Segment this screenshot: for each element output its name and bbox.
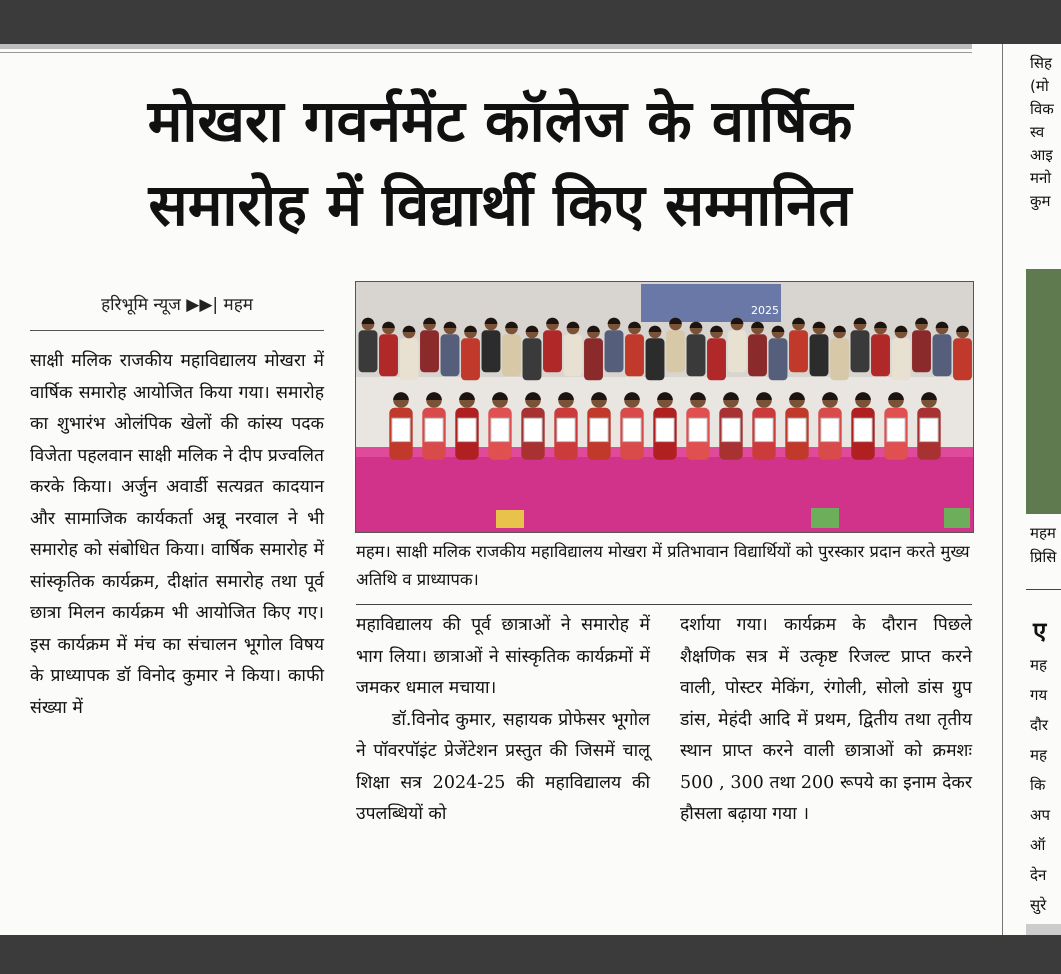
side-text-line: दौर [1030, 716, 1048, 734]
side-text-line: विक [1030, 100, 1054, 118]
top-rule [0, 44, 972, 49]
side-heading: ए [1033, 617, 1047, 645]
side-text-line: कुम [1030, 192, 1051, 210]
side-text-line: सुरे [1030, 896, 1047, 914]
side-text-line: स्व [1030, 123, 1045, 141]
side-text-line: प्रिसि [1030, 548, 1057, 566]
caption-rule [356, 604, 972, 605]
side-bottom-strip [1026, 924, 1061, 935]
group-photo-illustration [356, 282, 973, 532]
side-text-line: मनो [1030, 169, 1052, 187]
side-text-line: मह [1030, 746, 1047, 764]
side-text-line: कि [1030, 776, 1046, 794]
headline-line-1: मोखरा गवर्नमेंट कॉलेज के वार्षिक [147, 87, 853, 155]
news-photo [355, 281, 974, 533]
bottom-dark-bar [0, 935, 1061, 974]
side-text-line: (मो [1030, 77, 1049, 95]
side-rule [1026, 589, 1061, 590]
article-column-1: साक्षी मलिक राजकीय महाविद्यालय मोखरा में वार्षिक समारोह आयोजित किया गया। समारोह का शुभारंभ ओलंपिक खेलों की कांस्य पदक विजेता पहलवान साक्षी मलिक ने दीप प्रज्वलित करके किया। अर्जुन अवार्डी सत्यव्रत कादयान और सामाजिक कार्यकर्ता अन्नू नरवाल ने भी समारोह को संबोधित किया। वार्षिक समारोह में सांस्कृतिक कार्यक्रम, दीक्षांत समारोह तथा पूर्व छात्रा मिलन कार्यक्रम भी आयोजित किए गए। इस कार्यक्रम में मंच का संचालन भूगोल विषय के प्राध्यापक डॉ विनोद कुमार ने किया। काफी संख्या में [30, 351, 324, 718]
top-dark-bar [0, 0, 1061, 44]
side-text-line: देन [1030, 866, 1047, 884]
side-text-line: सिह [1030, 54, 1052, 72]
side-text-line: मह [1030, 656, 1047, 674]
side-text-line: अप [1030, 806, 1050, 824]
column-separator [1002, 44, 1003, 935]
byline-rule [30, 330, 324, 331]
top-rule-thin [0, 52, 972, 53]
article-column-2 [356, 610, 650, 831]
article-col2-para-2: डॉ.विनोद कुमार, सहायक प्रोफेसर भूगोल ने पॉवरपॉइंट प्रेजेंटेशन प्रस्तुत की जिसमें चालू शिक्षा सत्र 2024-25 की महाविद्यालय की उपलब्धियों को [356, 709, 650, 824]
side-text-line: गय [1030, 686, 1048, 704]
byline: हरिभूमि न्यूज ▶▶| महम [101, 295, 253, 315]
headline-line-2: समारोह में विद्यार्थी किए सम्मानित [148, 171, 852, 239]
side-text-line: ऑ [1030, 836, 1046, 854]
newspaper-page [0, 44, 1061, 935]
side-text-line: आइ [1030, 146, 1053, 164]
side-photo [1026, 269, 1061, 514]
article-col2-para-1: महाविद्यालय की पूर्व छात्राओं ने समारोह में भाग लिया। छात्राओं ने सांस्कृतिक कार्यक्रमों में जमकर धमाल मचाया। [356, 615, 650, 698]
article-column-3: दर्शाया गया। कार्यक्रम के दौरान पिछले शैक्षणिक सत्र में उत्कृष्ट रिजल्ट प्राप्त करने वाली, पोस्टर मेकिंग, रंगोली, सोलो डांस ग्रुप डांस, मेहंदी आदि में प्रथम, द्वितीय तथा तृतीय स्थान प्राप्त करने वाली छात्राओं को क्रमशः 500 , 300 तथा 200 रूपये का इनाम देकर हौसला बढ़ाया गया । [680, 615, 972, 824]
photo-caption: महम। साक्षी मलिक राजकीय महाविद्यालय मोखरा में प्रतिभावान विद्यार्थियों को पुरस्कार प्रदान करते मुख्य अतिथि व प्राध्यापक। [356, 542, 970, 589]
side-text-line: महम [1030, 524, 1056, 542]
banner-year: 2025 [751, 304, 779, 317]
